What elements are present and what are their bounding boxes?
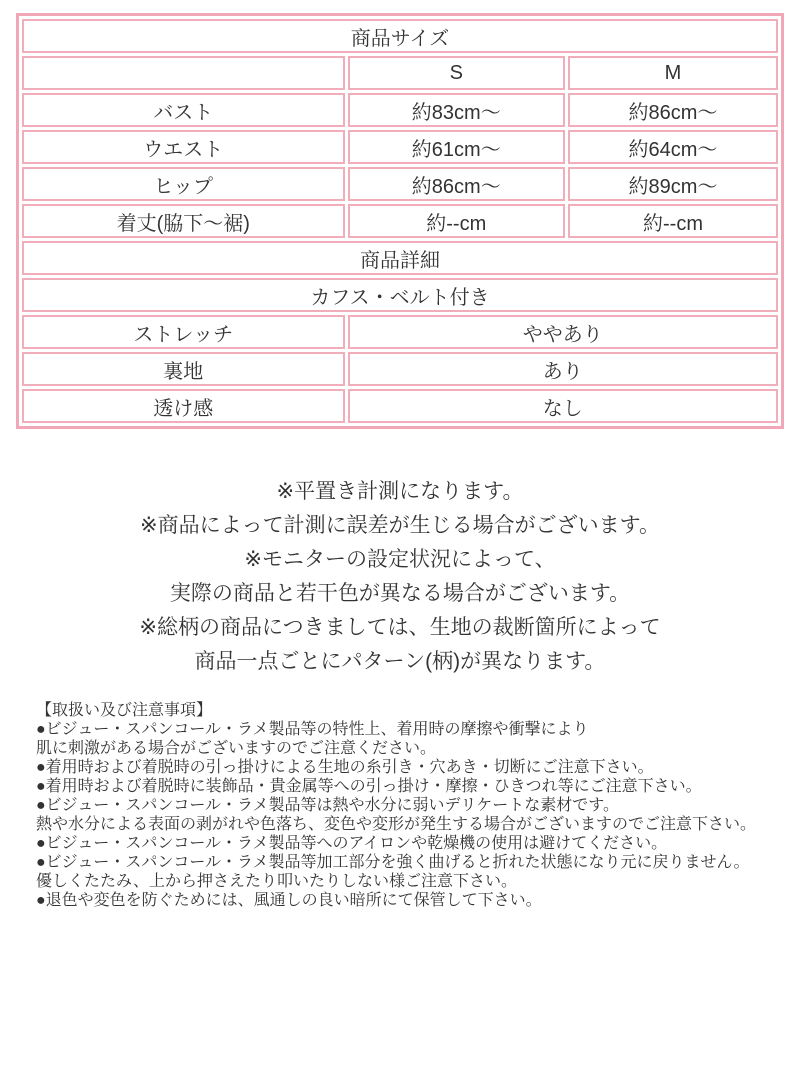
care-note-line: ●退色や変色を防ぐためには、風通しの良い暗所にて保管して下さい。 <box>36 892 542 909</box>
note-line: ※モニターの設定状況によって、 <box>244 548 556 571</box>
care-note-line: ●ビジュー・スパンコール・ラメ製品等加工部分を強く曲げると折れた状態になり元に戻りません。 <box>36 854 750 871</box>
size-header-empty-cell <box>22 56 345 90</box>
measurement-notes <box>0 475 800 679</box>
detail-value: あり <box>348 352 779 386</box>
size-column-header-s: S <box>348 56 566 90</box>
measurement-value-m: 約64cm〜 <box>568 130 778 164</box>
detail-value: ややあり <box>348 315 779 349</box>
measurement-label: バスト <box>22 93 345 127</box>
product-spec-table <box>16 13 784 429</box>
note-line: ※商品によって計測に誤差が生じる場合がございます。 <box>140 514 660 537</box>
product-spec-page <box>0 13 800 1080</box>
table-row <box>22 130 778 164</box>
table-row <box>22 241 778 275</box>
measurement-value-s: 約--cm <box>348 204 566 238</box>
measurement-value-s: 約83cm〜 <box>348 93 566 127</box>
care-notes <box>36 701 790 910</box>
care-note-line: 熱や水分による表面の剥がれや色落ち、変色や変形が発生する場合がございますのでご注意下さい。 <box>36 816 757 833</box>
care-notes-heading: 【取扱い及び注意事項】 <box>36 702 213 719</box>
care-note-line: 優しくたたみ、上から押さえたり叩いたりしない様ご注意下さい。 <box>36 873 517 890</box>
measurement-value-s: 約61cm〜 <box>348 130 566 164</box>
care-note-line: ●ビジュー・スパンコール・ラメ製品等の特性上、着用時の摩擦や衝撃により <box>36 721 589 738</box>
table-row <box>22 19 778 53</box>
table-row <box>22 389 778 423</box>
detail-feature: カフス・ベルト付き <box>22 278 778 312</box>
table-row <box>22 93 778 127</box>
care-note-line: ●ビジュー・スパンコール・ラメ製品等は熱や水分に弱いデリケートな素材です。 <box>36 797 619 814</box>
note-line: ※総柄の商品につきましては、生地の裁断箇所によって <box>139 616 661 639</box>
size-table-title: 商品サイズ <box>22 19 778 53</box>
detail-label: ストレッチ <box>22 315 345 349</box>
note-line: 実際の商品と若干色が異なる場合がございます。 <box>169 582 631 605</box>
table-row <box>22 204 778 238</box>
measurement-value-m: 約89cm〜 <box>568 167 778 201</box>
care-note-line: ●着用時および着脱時に装飾品・貴金属等への引っ掛け・摩擦・ひきつれ等にご注意下さい。 <box>36 778 702 795</box>
measurement-label: 着丈(脇下〜裾) <box>22 204 345 238</box>
detail-table-title: 商品詳細 <box>22 241 778 275</box>
note-line: ※平置き計測になります。 <box>276 480 524 503</box>
note-line: 商品一点ごとにパターン(柄)が異なります。 <box>194 650 606 673</box>
care-note-line: ●着用時および着脱時の引っ掛けによる生地の糸引き・穴あき・切断にご注意下さい。 <box>36 759 654 776</box>
table-row <box>22 315 778 349</box>
table-row <box>22 167 778 201</box>
measurement-value-m: 約86cm〜 <box>568 93 778 127</box>
measurement-value-m: 約--cm <box>568 204 778 238</box>
measurement-value-s: 約86cm〜 <box>348 167 566 201</box>
detail-label: 裏地 <box>22 352 345 386</box>
table-row <box>22 56 778 90</box>
care-note-line: ●ビジュー・スパンコール・ラメ製品等へのアイロンや乾燥機の使用は避けてください。 <box>36 835 668 852</box>
measurement-label: ウエスト <box>22 130 345 164</box>
measurement-label: ヒップ <box>22 167 345 201</box>
care-note-line: 肌に刺激がある場合がございますのでご注意ください。 <box>36 740 437 757</box>
table-row <box>22 352 778 386</box>
detail-value: なし <box>348 389 779 423</box>
size-column-header-m: M <box>568 56 778 90</box>
table-row <box>22 278 778 312</box>
detail-label: 透け感 <box>22 389 345 423</box>
